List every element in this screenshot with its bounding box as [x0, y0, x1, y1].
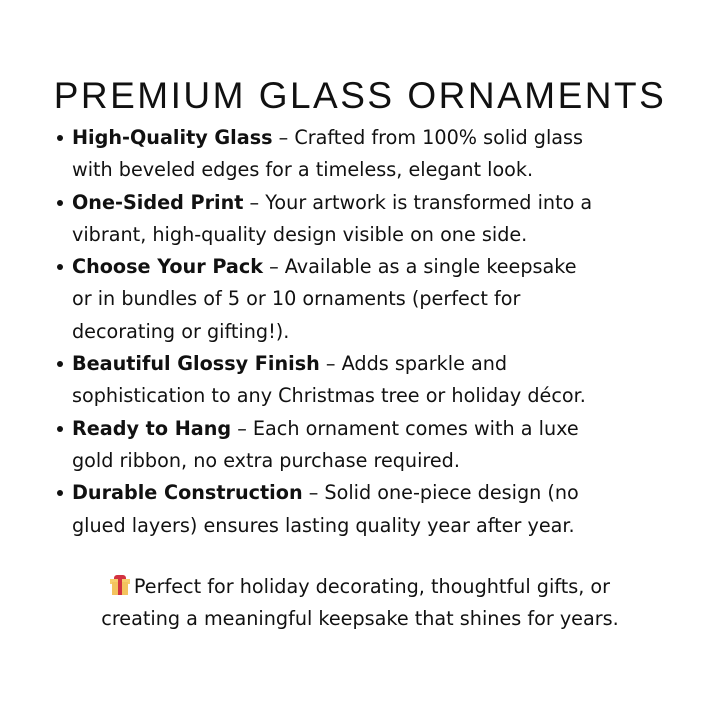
gift-icon — [110, 575, 130, 595]
feature-description: – Each ornament comes with a luxe gold ribbon, no extra purchase required. — [72, 416, 579, 472]
feature-heading: Ready to Hang — [72, 416, 232, 440]
list-item — [52, 413, 702, 478]
feature-heading: Beautiful Glossy Finish — [72, 352, 320, 376]
feature-heading: High-Quality Glass — [72, 126, 273, 149]
feature-heading: Durable Construction — [72, 481, 303, 505]
list-item — [52, 251, 702, 348]
feature-description: – Your artwork is transformed into a vibrant, high-quality design visible on one side. — [72, 190, 593, 246]
closing-text: Perfect for holiday decorating, thoughtful gifts, or creating a meaningful keepsake that shines for years. — [101, 575, 619, 631]
feature-heading: Choose Your Pack — [72, 255, 263, 279]
feature-description: – Adds sparkle and sophistication to any Christmas tree or holiday décor. — [72, 352, 586, 408]
list-item — [52, 348, 702, 413]
feature-description: – Solid one-piece design (no glued layers) ensures lasting quality year after year. — [72, 481, 579, 537]
closing-paragraph — [0, 571, 720, 636]
feature-description: – Available as a single keepsake or in bundles of 5 or 10 ornaments (perfect for decorating or gifting!). — [72, 255, 577, 343]
feature-heading: One-Sided Print — [72, 190, 244, 214]
list-item — [52, 477, 702, 542]
list-item — [52, 187, 702, 252]
feature-description: – Crafted from 100% solid glass with beveled edges for a timeless, elegant look. — [72, 126, 584, 182]
feature-list — [52, 122, 702, 542]
list-item — [52, 122, 702, 187]
page-title: PREMIUM GLASS ORNAMENTS — [53, 74, 667, 116]
